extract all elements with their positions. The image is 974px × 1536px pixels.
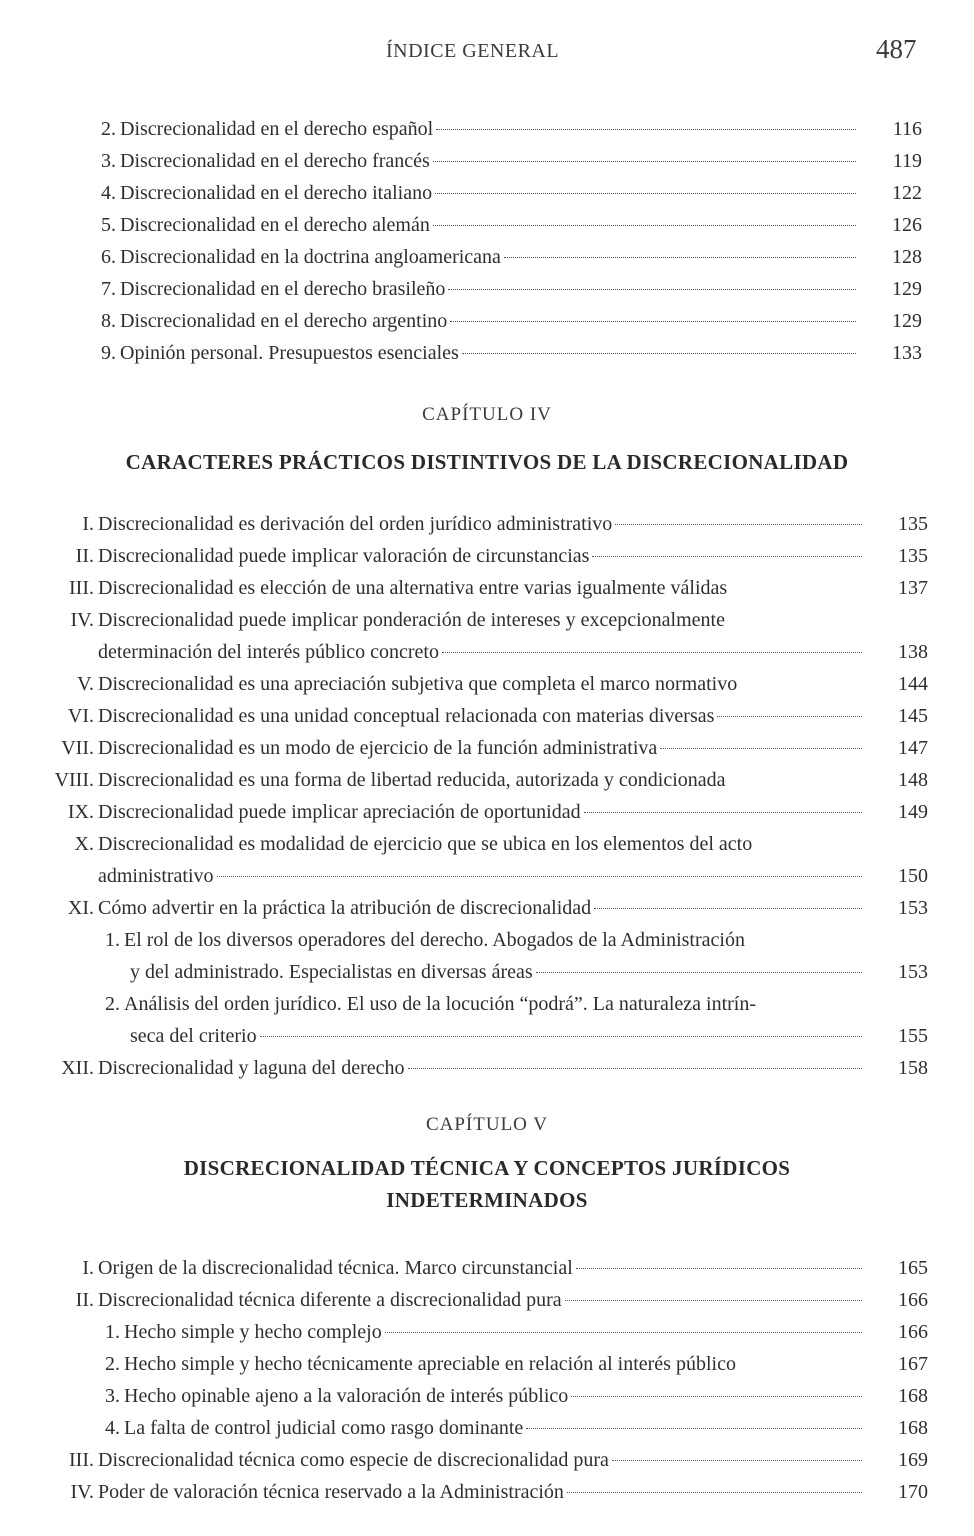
- toc-entry-text: Discrecionalidad en el derecho italiano: [120, 182, 433, 204]
- dot-leader: [565, 1300, 862, 1301]
- toc-entry-text: Discrecionalidad técnica diferente a discrecionalidad pura: [98, 1289, 562, 1311]
- dot-leader: [526, 1428, 862, 1429]
- dot-leader: [442, 652, 862, 653]
- toc-entry-text: Discrecionalidad es una apreciación subjetiva que completa el marco normativo: [98, 673, 738, 695]
- toc-entry-text: Hecho simple y hecho técnicamente apreciable en relación al interés público: [124, 1353, 736, 1375]
- toc-entry-page: 166: [898, 1321, 928, 1343]
- dot-leader: [436, 129, 856, 130]
- toc-entry-page: 116: [892, 118, 922, 140]
- toc-entry-text: La falta de control judicial como rasgo dominante: [124, 1417, 524, 1439]
- toc-entry-text: Opinión personal. Presupuestos esenciales: [120, 342, 459, 364]
- toc-entry-page: 168: [898, 1417, 928, 1439]
- toc-entry-page: 122: [892, 182, 922, 204]
- toc-entry-page: 119: [892, 150, 922, 172]
- toc-entry-page: 133: [892, 342, 922, 364]
- toc-entry-text: Discrecionalidad es modalidad de ejercicio que se ubica en los elementos del acto: [98, 833, 753, 855]
- toc-entry-page: 169: [898, 1449, 928, 1471]
- dot-leader: [408, 1068, 862, 1069]
- chapter-title-line: DISCRECIONALIDAD TÉCNICA Y CONCEPTOS JURÍDICOS: [183, 1156, 791, 1180]
- dot-leader: [592, 556, 862, 557]
- toc-entry-page: 150: [898, 865, 928, 887]
- toc-entry-text: Discrecionalidad puede implicar ponderación de intereses y excepcionalmente: [98, 609, 725, 631]
- toc-entry-text: Discrecionalidad en el derecho alemán: [120, 214, 430, 236]
- toc-entry-text: Poder de valoración técnica reservado a la Administración: [98, 1481, 564, 1503]
- toc-entry-text: Origen de la discrecionalidad técnica. Marco circunstancial: [98, 1257, 573, 1279]
- chapter-label: CAPÍTULO V: [425, 1114, 549, 1135]
- toc-entry-page: 147: [898, 737, 928, 759]
- toc-entry-text-cont: determinación del interés público concreto: [98, 641, 439, 663]
- toc-entry-text: Discrecionalidad es un modo de ejercicio de la función administrativa: [98, 737, 658, 759]
- toc-entry-page: 167: [898, 1353, 928, 1375]
- toc-entry-page: 170: [898, 1481, 928, 1503]
- toc-entry-text: Discrecionalidad en el derecho brasileño: [120, 278, 446, 300]
- dot-leader: [567, 1492, 862, 1493]
- dot-leader: [385, 1332, 862, 1333]
- toc-entry-text: Discrecionalidad es una forma de libertad reducida, autorizada y condicionada: [98, 769, 726, 791]
- dot-leader: [660, 748, 862, 749]
- running-head: [0, 34, 974, 74]
- toc-entry-text: Hecho simple y hecho complejo: [124, 1321, 382, 1343]
- toc-entry-text: Cómo advertir en la práctica la atribución de discrecionalidad: [98, 897, 592, 919]
- toc-entry-text: Discrecionalidad es elección de una alternativa entre varias igualmente válidas: [98, 577, 728, 599]
- toc-entry-page: 153: [898, 961, 928, 983]
- toc-entry-page: 165: [898, 1257, 928, 1279]
- toc-entry-page: 158: [898, 1057, 928, 1079]
- toc-entry-text-cont: administrativo: [98, 865, 214, 887]
- toc-entry-text: Discrecionalidad en la doctrina angloamericana: [120, 246, 501, 268]
- toc-entry-text: Discrecionalidad en el derecho francés: [120, 150, 430, 172]
- toc-entry-page: 137: [898, 577, 928, 599]
- running-head-title: ÍNDICE GENERAL: [386, 40, 560, 62]
- toc-entry-text-cont: seca del criterio: [130, 1025, 257, 1047]
- dot-leader: [462, 353, 856, 354]
- dot-leader: [260, 1036, 862, 1037]
- dot-leader: [433, 225, 856, 226]
- toc-entry-text: Hecho opinable ajeno a la valoración de interés público: [124, 1385, 569, 1407]
- toc-entry-text: Discrecionalidad es una unidad conceptual relacionada con materias diversas: [98, 705, 715, 727]
- dot-leader: [584, 812, 862, 813]
- chapter-label: CAPÍTULO IV: [422, 404, 552, 425]
- toc-entry-page: 129: [892, 310, 922, 332]
- dot-leader: [433, 161, 856, 162]
- toc-entry-page: 144: [898, 673, 928, 695]
- toc-entry-page: 135: [898, 545, 928, 567]
- dot-leader: [536, 972, 862, 973]
- dot-leader: [504, 257, 856, 258]
- toc-entry-page: 129: [892, 278, 922, 300]
- toc-entry-text: Discrecionalidad en el derecho español: [120, 118, 434, 140]
- toc-entry-text: Discrecionalidad en el derecho argentino: [120, 310, 448, 332]
- toc-entry-page: 153: [898, 897, 928, 919]
- toc-entry-page: 149: [898, 801, 928, 823]
- toc-entry-page: 135: [898, 513, 928, 535]
- toc-entry-text: Discrecionalidad puede implicar apreciación de oportunidad: [98, 801, 581, 823]
- toc-entry-page: 148: [898, 769, 928, 791]
- toc-entry-page: 168: [898, 1385, 928, 1407]
- dot-leader: [450, 321, 856, 322]
- toc-entry-text: Discrecionalidad puede implicar valoración de circunstancias: [98, 545, 590, 567]
- chapter-title: [0, 1152, 974, 1216]
- dot-leader: [435, 193, 856, 194]
- dot-leader: [571, 1396, 862, 1397]
- toc-entry-page: 128: [892, 246, 922, 268]
- chapter-title: CARACTERES PRÁCTICOS DISTINTIVOS DE LA DISCRECIONALIDAD: [125, 450, 849, 474]
- dot-leader: [615, 524, 862, 525]
- toc-entry-page: 145: [898, 705, 928, 727]
- toc-entry-page: 138: [898, 641, 928, 663]
- toc-entry-text-cont: y del administrado. Especialistas en diversas áreas: [130, 961, 533, 983]
- toc-entry-page: 155: [898, 1025, 928, 1047]
- toc-entry-page: 166: [898, 1289, 928, 1311]
- dot-leader: [576, 1268, 862, 1269]
- dot-leader: [217, 876, 862, 877]
- dot-leader: [448, 289, 856, 290]
- toc-entry-text: El rol de los diversos operadores del derecho. Abogados de la Administración: [124, 929, 745, 951]
- toc-entry-text: Discrecionalidad técnica como especie de discrecionalidad pura: [98, 1449, 609, 1471]
- page-number: 487: [876, 34, 917, 64]
- dot-leader: [717, 716, 862, 717]
- toc-entry-text: Discrecionalidad es derivación del orden jurídico administrativo: [98, 513, 613, 535]
- toc-entry-page: 126: [892, 214, 922, 236]
- chapter-title-line: INDETERMINADOS: [386, 1188, 588, 1212]
- dot-leader: [612, 1460, 862, 1461]
- toc-entry-text: Análisis del orden jurídico. El uso de la locución “podrá”. La naturaleza intrín-: [124, 993, 757, 1015]
- toc-entry-text: Discrecionalidad y laguna del derecho: [98, 1057, 405, 1079]
- dot-leader: [594, 908, 862, 909]
